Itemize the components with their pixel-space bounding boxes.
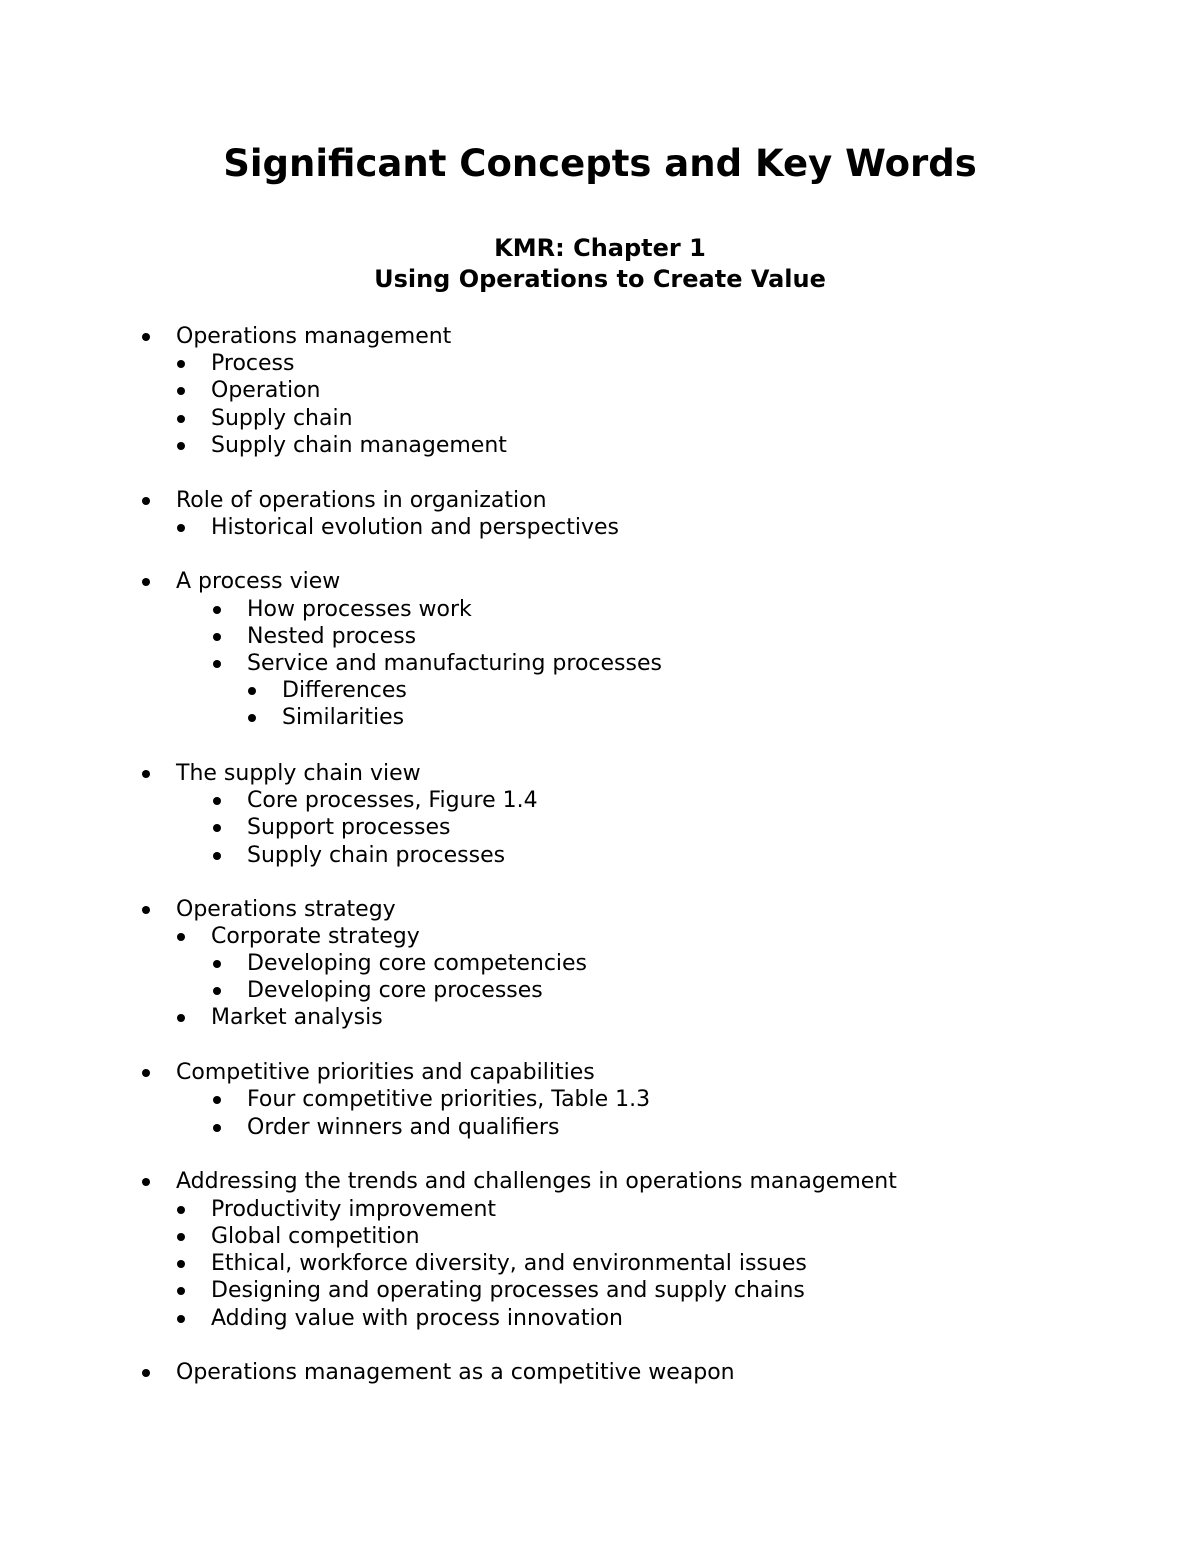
bullet-dot-icon — [142, 1059, 150, 1077]
bullet-dot-icon — [177, 1196, 185, 1214]
bullet-dot-icon — [177, 350, 185, 368]
outline-item-level-0: Role of operations in organization — [176, 488, 547, 513]
outline-item-level-0: Competitive priorities and capabilities — [176, 1060, 595, 1085]
outline-item-level-1: Historical evolution and perspectives — [211, 515, 619, 540]
outline-item-level-2: Developing core competencies — [247, 951, 588, 976]
outline-item-level-2: Four competitive priorities, Table 1.3 — [247, 1087, 651, 1112]
bullet-dot-icon — [177, 923, 185, 941]
bullet-dot-icon — [213, 787, 221, 805]
bullet-dot-icon — [248, 704, 256, 722]
bullet-dot-icon — [142, 487, 150, 505]
bullet-dot-icon — [177, 1277, 185, 1295]
outline-item-level-1: Global competition — [211, 1224, 420, 1249]
bullet-dot-icon — [177, 377, 185, 395]
bullet-dot-icon — [142, 1359, 150, 1377]
bullet-dot-icon — [142, 896, 150, 914]
chapter-heading: KMR: Chapter 1 — [494, 234, 706, 262]
outline-item-level-2: Order winners and qualifiers — [247, 1115, 560, 1140]
bullet-dot-icon — [142, 760, 150, 778]
outline-item-level-2: Support processes — [247, 815, 451, 840]
chapter-title: Using Operations to Create Value — [374, 265, 826, 293]
outline-item-level-0: Operations management as a competitive weapon — [176, 1360, 735, 1385]
bullet-dot-icon — [142, 568, 150, 586]
bullet-dot-icon — [213, 1086, 221, 1104]
page-title: Significant Concepts and Key Words — [223, 142, 977, 185]
bullet-dot-icon — [213, 623, 221, 641]
bullet-dot-icon — [177, 432, 185, 450]
outline-item-level-2: Service and manufacturing processes — [247, 651, 662, 676]
outline-item-level-0: Operations strategy — [176, 897, 396, 922]
bullet-dot-icon — [177, 405, 185, 423]
bullet-dot-icon — [213, 650, 221, 668]
outline-item-level-2: Developing core processes — [247, 978, 543, 1003]
bullet-dot-icon — [177, 1223, 185, 1241]
bullet-dot-icon — [177, 514, 185, 532]
bullet-dot-icon — [213, 977, 221, 995]
bullet-dot-icon — [213, 950, 221, 968]
outline-item-level-3: Similarities — [282, 705, 405, 730]
bullet-dot-icon — [142, 1168, 150, 1186]
outline-item-level-0: A process view — [176, 569, 341, 594]
bullet-dot-icon — [213, 814, 221, 832]
bullet-dot-icon — [248, 677, 256, 695]
bullet-dot-icon — [177, 1305, 185, 1323]
outline-item-level-0: Operations management — [176, 324, 452, 349]
outline-item-level-2: Supply chain processes — [247, 843, 506, 868]
outline-item-level-1: Market analysis — [211, 1005, 383, 1030]
outline-item-level-2: Core processes, Figure 1.4 — [247, 788, 538, 813]
bullet-dot-icon — [213, 596, 221, 614]
outline-item-level-1: Supply chain — [211, 406, 353, 431]
outline-item-level-1: Designing and operating processes and supply chains — [211, 1278, 805, 1303]
outline-item-level-1: Corporate strategy — [211, 924, 420, 949]
bullet-dot-icon — [213, 1114, 221, 1132]
outline-item-level-2: How processes work — [247, 597, 472, 622]
outline-item-level-1: Process — [211, 351, 295, 376]
outline-item-level-2: Nested process — [247, 624, 417, 649]
outline-item-level-1: Supply chain management — [211, 433, 507, 458]
bullet-dot-icon — [142, 323, 150, 341]
outline-item-level-3: Differences — [282, 678, 407, 703]
bullet-dot-icon — [213, 842, 221, 860]
outline-item-level-0: Addressing the trends and challenges in operations management — [176, 1169, 897, 1194]
outline-item-level-1: Adding value with process innovation — [211, 1306, 623, 1331]
outline-item-level-1: Productivity improvement — [211, 1197, 497, 1222]
bullet-dot-icon — [177, 1250, 185, 1268]
bullet-dot-icon — [177, 1004, 185, 1022]
outline-item-level-1: Ethical, workforce diversity, and environmental issues — [211, 1251, 807, 1276]
outline-item-level-0: The supply chain view — [176, 761, 421, 786]
outline-item-level-1: Operation — [211, 378, 321, 403]
